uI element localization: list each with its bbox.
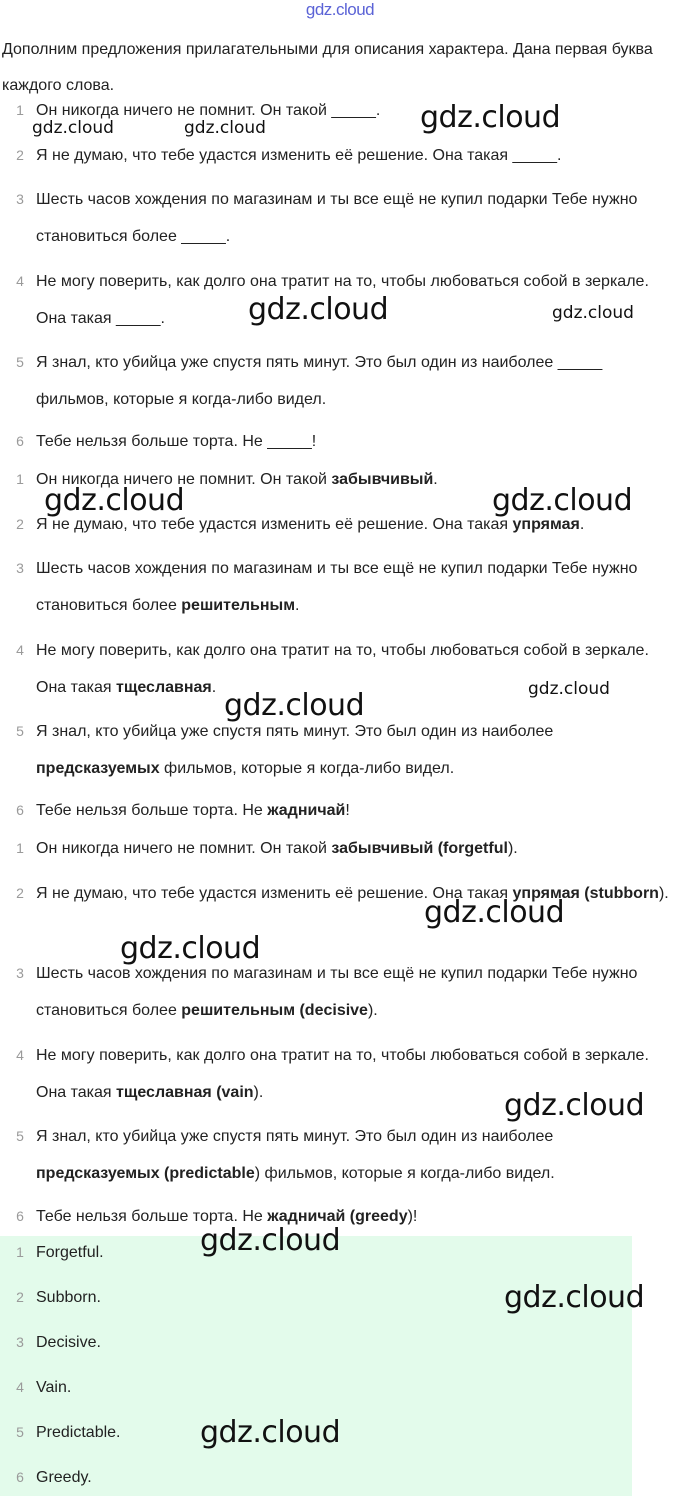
item-number: 6 [16, 433, 24, 449]
watermark: gdz.cloud [200, 1415, 341, 1450]
item-text: Я знал, кто убийца уже спустя пять минут. Это был один из наиболее предсказуемых (predictable) фильмов, которые я когда-либо видел. [36, 1128, 555, 1182]
item-number: 6 [16, 802, 24, 818]
watermark: gdz.cloud [248, 292, 389, 327]
item-text: Шесть часов хождения по магазинам и ты все ещё не купил подарки Тебе нужно становиться более _____. [36, 191, 638, 245]
watermark: gdz.cloud [120, 931, 261, 966]
item-text: Не могу поверить, как долго она тратит на то, чтобы любоваться собой в зеркале. Она такая тщеславная. [36, 642, 649, 696]
watermark: gdz.cloud [504, 1088, 645, 1123]
answer-word: решительным (decisive [181, 1002, 368, 1019]
watermark: gdz.cloud [424, 895, 565, 930]
item-text: Я не думаю, что тебе удастся изменить её решение. Она такая _____. [36, 147, 562, 164]
item-number: 2 [16, 1289, 24, 1305]
item-text: Он никогда ничего не помнит. Он такой _____. [36, 102, 381, 119]
watermark: gdz.cloud [492, 483, 633, 518]
item-text: Тебе нельзя больше торта. Не жадничай! [36, 802, 350, 819]
item-number: 4 [16, 1047, 24, 1063]
watermark: gdz.cloud [32, 118, 114, 138]
item-text: Decisive. [36, 1334, 101, 1351]
item-text: Не могу поверить, как долго она тратит на то, чтобы любоваться собой в зеркале. Она такая _____. [36, 273, 649, 327]
answer-word: жадничай [267, 802, 346, 819]
item-text: Он никогда ничего не помнит. Он такой забывчивый (forgetful). [36, 840, 518, 857]
item-number: 4 [16, 1379, 24, 1395]
item-number: 5 [16, 354, 24, 370]
answer-word: упрямая [512, 516, 580, 533]
item-number: 1 [16, 102, 24, 118]
item-text: Predictable. [36, 1424, 121, 1441]
item-number: 6 [16, 1208, 24, 1224]
item-text: Тебе нельзя больше торта. Не жадничай (greedy)! [36, 1208, 418, 1225]
answer-word: тщеславная (vain [116, 1084, 254, 1101]
item-text: Subborn. [36, 1289, 101, 1306]
item-number: 2 [16, 885, 24, 901]
watermark: gdz.cloud [420, 100, 561, 135]
item-number: 4 [16, 273, 24, 289]
item-number: 3 [16, 560, 24, 576]
item-text: Шесть часов хождения по магазинам и ты все ещё не купил подарки Тебе нужно становиться более решительным. [36, 560, 638, 614]
item-number: 2 [16, 147, 24, 163]
item-number: 5 [16, 1424, 24, 1440]
answer-word: упрямая (stubborn [512, 885, 659, 902]
item-number: 1 [16, 840, 24, 856]
item-text: Не могу поверить, как долго она тратит на то, чтобы любоваться собой в зеркале. Она такая тщеславная (vain). [36, 1047, 649, 1101]
item-text: Тебе нельзя больше торта. Не _____! [36, 433, 317, 450]
item-text: Я не думаю, что тебе удастся изменить её решение. Она такая упрямая (stubborn). [36, 885, 669, 902]
watermark: gdz.cloud [184, 118, 266, 138]
item-text: Vain. [36, 1379, 72, 1396]
item-number: 3 [16, 191, 24, 207]
item-number: 4 [16, 642, 24, 658]
item-number: 5 [16, 1128, 24, 1144]
item-text: Я знал, кто убийца уже спустя пять минут. Это был один из наиболее _____ фильмов, которые я когда-либо видел. [36, 354, 603, 408]
watermark: gdz.cloud [44, 483, 185, 518]
item-number: 5 [16, 723, 24, 739]
item-text: Я не думаю, что тебе удастся изменить её решение. Она такая упрямая. [36, 516, 585, 533]
item-number: 1 [16, 471, 24, 487]
item-number: 1 [16, 1244, 24, 1260]
answer-word: предсказуемых [36, 760, 160, 777]
item-text: Greedy. [36, 1469, 92, 1486]
watermark: gdz.cloud [504, 1280, 645, 1315]
site-title[interactable]: gdz.cloud [305, 0, 375, 19]
item-text: Я знал, кто убийца уже спустя пять минут. Это был один из наиболее предсказуемых фильмов, которые я когда-либо видел. [36, 723, 554, 777]
answer-box [0, 1236, 632, 1496]
item-number: 6 [16, 1469, 24, 1485]
answer-word: предсказуемых (predictable [36, 1165, 255, 1182]
watermark: gdz.cloud [224, 688, 365, 723]
item-text: Forgetful. [36, 1244, 104, 1261]
answer-word: забывчивый (forgetful [331, 840, 508, 857]
task-intro: Дополним предложения прилагательными для описания характера. Дана первая буква каждого слова. [2, 41, 653, 94]
watermark: gdz.cloud [552, 303, 634, 323]
item-text: Он никогда ничего не помнит. Он такой забывчивый. [36, 471, 438, 488]
answer-word: забывчивый [331, 471, 434, 488]
watermark: gdz.cloud [200, 1223, 341, 1258]
answer-word: тщеславная [116, 679, 212, 696]
answer-word: жадничай (greedy [267, 1208, 408, 1225]
watermark: gdz.cloud [528, 679, 610, 699]
answer-word: решительным [181, 597, 296, 614]
item-number: 3 [16, 1334, 24, 1350]
item-text: Шесть часов хождения по магазинам и ты все ещё не купил подарки Тебе нужно становиться более решительным (decisive). [36, 965, 638, 1019]
item-number: 3 [16, 965, 24, 981]
item-number: 2 [16, 516, 24, 532]
